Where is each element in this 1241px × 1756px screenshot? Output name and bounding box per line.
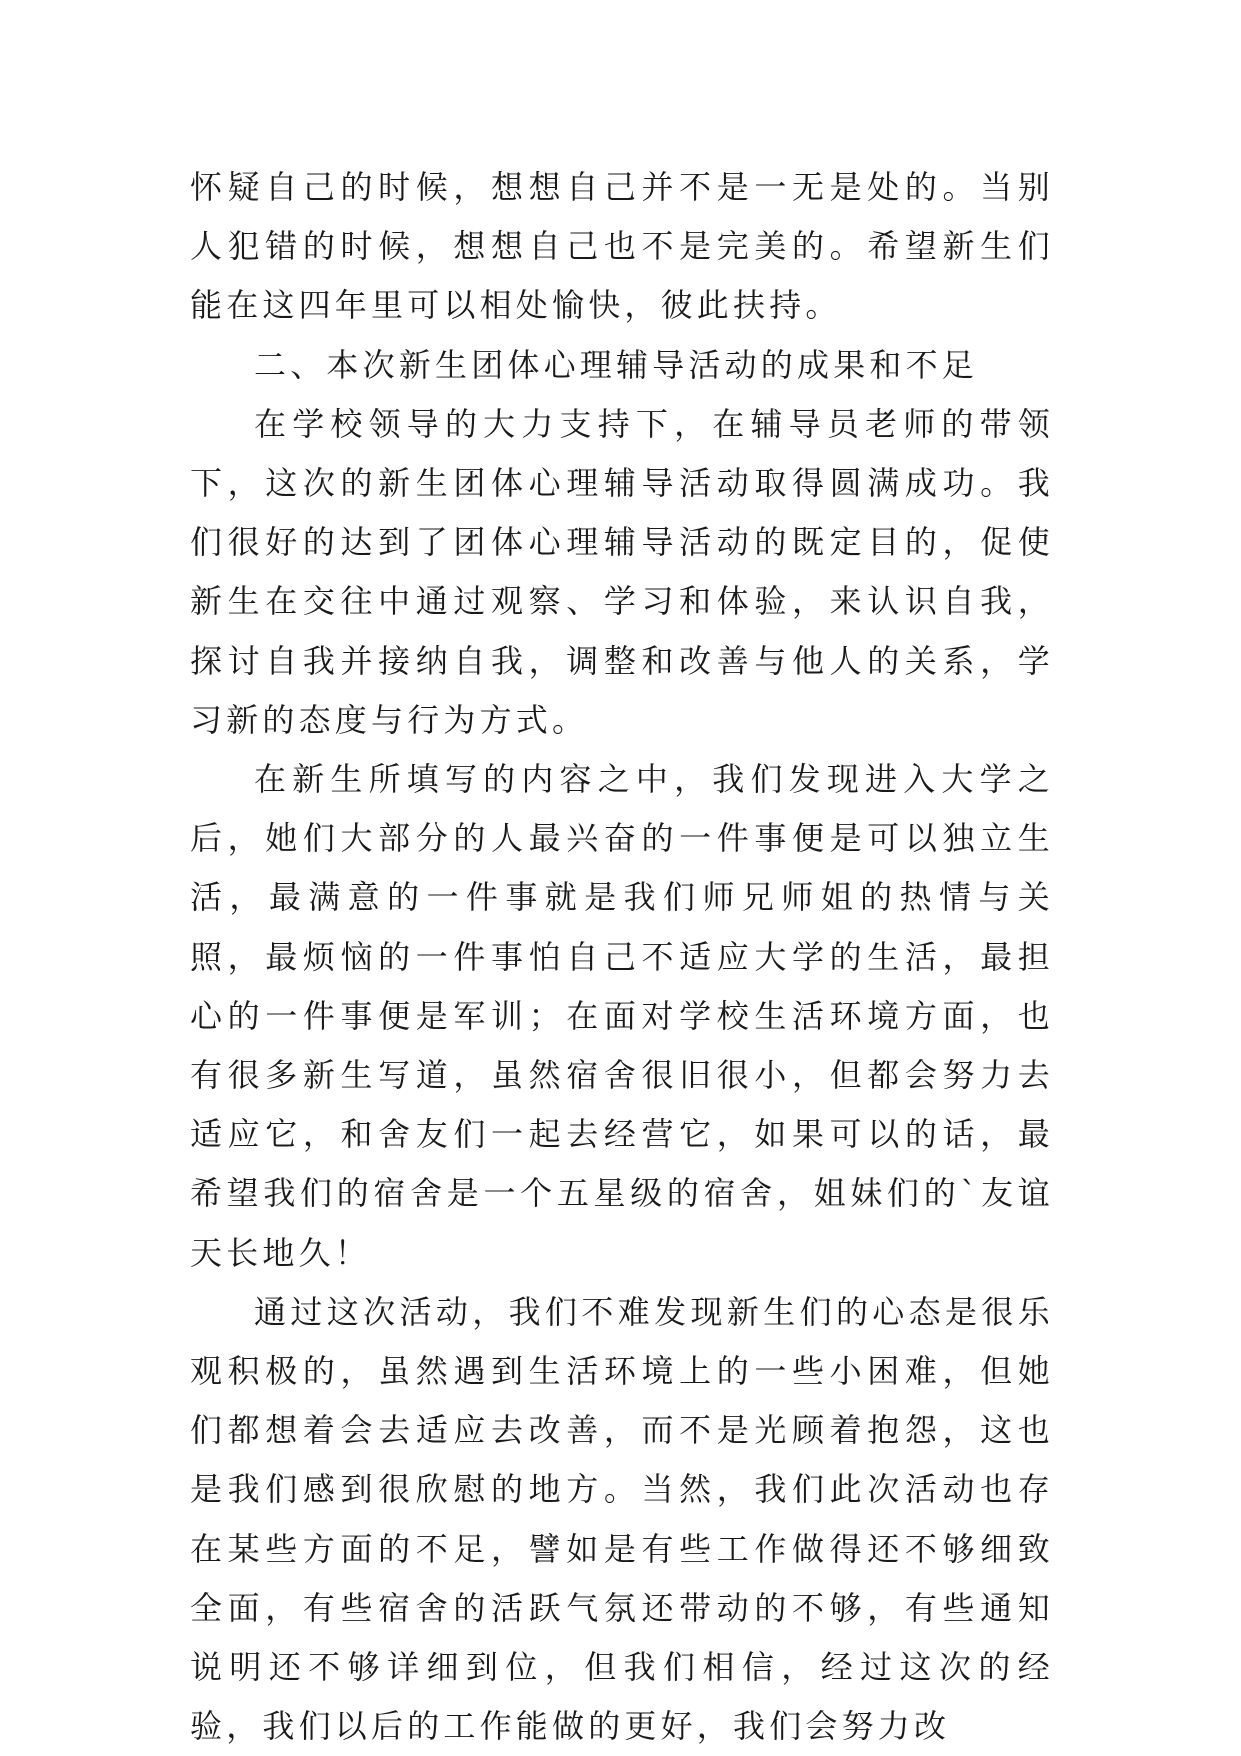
document-body <box>190 158 1054 1756</box>
paragraph: 通过这次活动，我们不难发现新生们的心态是很乐观积极的，虽然遇到生活环境上的一些小困难，但她们都想着会去适应去改善，而不是光顾着抱怨，这也是我们感到很欣慰的地方。当然，我们此次活动也存在某些方面的不足，譬如是有些工作做得还不够细致全面，有些宿舍的活跃气氛还带动的不够，有些通知说明还不够详细到位，但我们相信，经过这次的经验，我们以后的工作能做的更好，我们会努力改 <box>190 1292 1054 1746</box>
section-heading: 二、本次新生团体心理辅导活动的成果和不足 <box>254 345 979 384</box>
paragraph-continued: 怀疑自己的时候，想想自己并不是一无是处的。当别人犯错的时候，想想自己也不是完美的。希望新生们能在这四年里可以相处愉快，彼此扶持。 <box>190 168 1054 325</box>
paragraph: 在学校领导的大力支持下，在辅导员老师的带领下，这次的新生团体心理辅导活动取得圆满成功。我们很好的达到了团体心理辅导活动的既定目的，促使新生在交往中通过观察、学习和体验，来认识自我，探讨自我并接纳自我，调整和改善与他人的关系，学习新的态度与行为方式。 <box>190 404 1054 739</box>
paragraph: 在新生所填写的内容之中，我们发现进入大学之后，她们大部分的人最兴奋的一件事便是可以独立生活，最满意的一件事就是我们师兄师姐的热情与关照，最烦恼的一件事怕自己不适应大学的生活，最担心的一件事便是军训；在面对学校生活环境方面，也有很多新生写道，虽然宿舍很旧很小，但都会努力去适应它，和舍友们一起去经营它，如果可以的话，最希望我们的宿舍是一个五星级的宿舍，姐妹们的`友谊天长地久！ <box>190 760 1054 1272</box>
